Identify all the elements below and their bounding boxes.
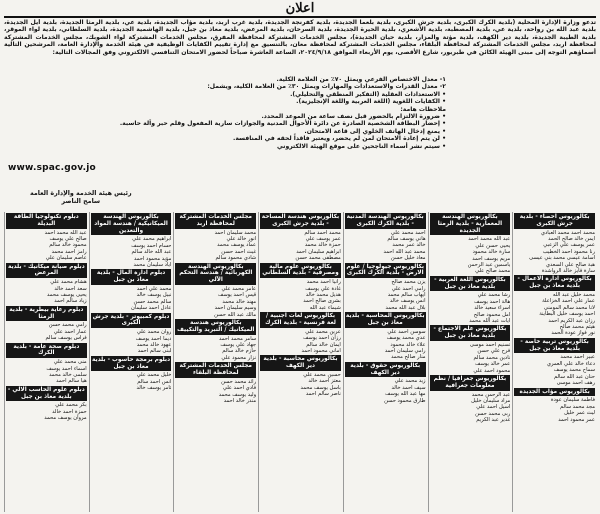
candidate-name: محمد احمد سالم xyxy=(304,229,341,236)
section-header: بكالوريوس الهندسة الميكانيكية / هندسة المواد والتعدين xyxy=(91,213,172,235)
candidate-name: عمر محمود احمد xyxy=(558,416,595,423)
candidate-name: اسيل احمد علي xyxy=(476,404,511,411)
candidate-name: رشا محمد علي xyxy=(477,292,511,299)
candidate-name: سالم محمد حسن xyxy=(133,298,172,305)
candidate-name: معاذ خليل حسن xyxy=(390,255,426,262)
section-header: بكالوريوس هندسة الميكانيك / التبريد والتكييف xyxy=(177,320,255,333)
section-header: بكالوريوس الهندسة الكهربائية / هندسة التحكم الآلي xyxy=(175,263,256,285)
candidate-name: يحيى يوسف محمد xyxy=(47,292,87,299)
requirement-line: • الاستعدادات العقلية (التفكير المنطقي والتحليلي). xyxy=(290,90,446,98)
candidate-name: رامز احمد محمد xyxy=(51,248,87,255)
candidate-column xyxy=(512,212,596,512)
candidate-name: عاصم سليمان علي xyxy=(45,255,87,262)
candidate-name: مها عبد الله يوسف xyxy=(385,391,426,398)
section-header: مجلس الخدمات المشتركة لمحافظة البلقاء xyxy=(175,362,256,378)
candidate-name: عمر يوسف علي الزعبي xyxy=(543,242,595,249)
candidate-list xyxy=(345,279,426,311)
candidate-name: محمد صالح علي xyxy=(475,268,511,275)
candidate-list xyxy=(260,329,341,355)
candidate-list xyxy=(6,402,87,421)
section-header: دبلوم علوم الحاسب الالي - بلدية معاذ بن جبل xyxy=(7,386,85,400)
candidate-name: فرح علي حسن xyxy=(477,348,511,355)
candidate-name: ابراهيم سليمان احمد xyxy=(296,248,341,255)
candidate-name: فادي احمد علي xyxy=(222,385,257,392)
candidate-name: عماد يوسف محمد xyxy=(217,242,257,249)
requirement-line: ملاحظات هامة: xyxy=(400,105,446,113)
candidate-name: وسيم سليمان احمد xyxy=(214,305,257,312)
candidate-name: ياسمين عبد الرحمن xyxy=(467,262,511,269)
candidate-name: لبنى سالم احمد xyxy=(137,348,172,355)
signature-title: رئيس هيئة الخدمة والإدارة العامة xyxy=(30,190,132,197)
candidate-name: بلال عبد الله محمد xyxy=(385,304,426,311)
candidate-name: احمد يوسف خليل البطاينة xyxy=(539,311,595,318)
candidate-name: اسامة عيسى محمد بني عيسى xyxy=(529,255,595,262)
candidate-name: حسام احمد يوسف xyxy=(131,242,172,249)
candidate-name: حسين محمد علي xyxy=(303,372,341,379)
candidate-name: نادين محمد سالم xyxy=(473,354,511,361)
candidate-name: مروان يوسف محمد xyxy=(44,415,87,422)
candidate-name: مجد محمد سالم xyxy=(560,403,595,410)
requirement-line: • سيتم نشر أسماء الناجحين على موقع الهيئة الالكتروني xyxy=(277,142,446,150)
candidate-column xyxy=(428,212,512,512)
candidate-name: منار صالح محمد xyxy=(391,354,426,361)
section-header: بكالوريوس الهندسة المدنية - بلدية الكرك الكبرى xyxy=(346,214,424,227)
candidate-name: رامي محمد حسن xyxy=(48,322,87,329)
candidate-name: شادي محمود سالم xyxy=(215,255,257,262)
section-header: بكالوريوس احصاء - بلدية جرش الكبرى xyxy=(514,213,595,229)
candidate-name: عمر يوسف علي xyxy=(305,236,341,242)
candidate-name: مالك عبد الله حسن xyxy=(214,311,257,318)
candidate-name: عبير احمد محمد xyxy=(560,354,595,361)
candidate-name: سعد احمد خالد xyxy=(54,285,87,292)
candidate-name: نزار محمود علي xyxy=(221,354,257,361)
candidate-name: لانا محمد سالم المومني xyxy=(543,304,595,311)
candidate-list xyxy=(91,329,172,355)
section-header: بكالوريوس علوم مالية ومصرفية - بلدية السلطاني xyxy=(260,263,341,279)
candidate-name: سوسن احمد علي xyxy=(387,328,426,335)
requirement-line: • لن يتم إعادة الامتحان لمن لم يحضر، ويعتبر فاقداً لحقه في المنافسة. xyxy=(233,135,446,143)
candidate-name: خالد عمر محمد xyxy=(392,242,426,249)
candidate-name: اسماء احمد يوسف xyxy=(46,365,87,372)
section-header: بكالوريوس محاسبة - بلدية دير الكهف xyxy=(260,355,341,371)
candidate-list xyxy=(91,286,172,312)
section-header: دبلوم تكنولوجيا الطاقة البديلة xyxy=(6,213,87,229)
candidate-name: انس يوسف خالد xyxy=(389,298,426,305)
candidate-column xyxy=(343,212,427,512)
section-header: دبلوم ادارة المال - بلدية معاذ بن جبل xyxy=(91,269,172,285)
candidate-name: محمد علي احمد xyxy=(136,286,172,293)
section-header: بكالوريوس الهندسة المعمارية - بلدية الرمثا الجديدة xyxy=(430,213,511,235)
section-header: بكالوريوس ادارة الاعمال - بلدية معاذ بن جبل xyxy=(514,275,595,291)
candidate-name: محمود احمد علي xyxy=(473,367,511,374)
candidate-name: زيد محمد علي xyxy=(394,378,426,385)
candidate-name: ربى محمد حسن xyxy=(475,410,511,417)
section-header: دبلوم صيانة ميكانيك - بلدية المرعض xyxy=(7,263,85,277)
candidate-name: اماني محمود احمد xyxy=(301,348,341,355)
candidate-name: حنان عبد الله سالم xyxy=(554,373,595,380)
candidate-name: محمد احمد محمد العبادي xyxy=(540,229,595,236)
candidate-name: مصطفى محمد حسن xyxy=(295,255,341,262)
candidate-name: منى محمد علي xyxy=(53,359,87,366)
candidate-name: خليل محمد علي xyxy=(136,372,172,379)
candidate-name: اسراء سعيد خالد xyxy=(474,305,511,312)
candidate-list xyxy=(430,342,511,374)
candidate-name: هيا سالم احمد xyxy=(56,378,87,385)
candidate-list xyxy=(6,279,87,305)
candidate-list xyxy=(514,292,595,337)
candidate-name: باسل يوسف محمد xyxy=(300,384,341,391)
section-header: بكالوريوس تربية خاصة - بلدية معاذ بن جبل xyxy=(514,338,595,354)
candidate-name: معتز احمد خالد xyxy=(308,378,341,385)
candidate-name: فاطمة سليمان عودة xyxy=(550,397,595,404)
candidate-list xyxy=(345,378,426,404)
candidate-name: غدير عبد الكريم xyxy=(476,417,511,424)
candidate-name: محمود خالد سالم xyxy=(49,242,87,249)
candidate-name: حمزة احمد خالد xyxy=(52,408,87,415)
candidate-name: علاء خالد محمود xyxy=(390,341,426,348)
candidate-name: عمار علي احمد الخزاعلة xyxy=(542,298,595,305)
candidate-name: ايات عبد الله محمد xyxy=(469,318,511,325)
requirement-line: • يمنع إدخال الهاتف الخلوي إلى قاعة الامتحان. xyxy=(304,127,446,135)
candidate-name: حمزة خالد محمد xyxy=(304,242,341,249)
candidate-name: رزان احمد يوسف xyxy=(303,335,341,342)
candidate-name: محمد خليل عبد الله xyxy=(552,292,595,299)
candidate-list xyxy=(175,379,256,405)
candidate-name: عدي محمد يوسف xyxy=(386,335,426,342)
candidates-grid xyxy=(4,212,596,512)
section-header: دبلوم رعاية بيطرية - بلدية الرمثا xyxy=(6,306,87,322)
candidate-list xyxy=(91,236,172,268)
candidate-name: قيس احمد يوسف xyxy=(217,292,257,299)
requirement-line: ٢- معدل القدرات والاستعدادات والمهارات ويمثل ٣٠٪ من العلامة الكلية، ويشمل: xyxy=(207,83,446,91)
section-header: بكالوريوس المحاسبة - بلدية معاذ بن جبل xyxy=(345,313,425,327)
section-header: بكالوريوس اللغة العربية - بلدية معاذ بن جبل xyxy=(430,276,511,292)
candidate-name: سارة فايز خالد الرواشدة xyxy=(541,268,595,275)
candidate-list xyxy=(345,329,426,361)
candidate-list xyxy=(260,372,341,398)
title-bar xyxy=(4,0,596,18)
candidate-name: رانيا احمد محمد xyxy=(306,279,341,286)
candidate-list xyxy=(514,230,595,275)
candidate-name: عبد الله خالد سالم xyxy=(131,249,172,256)
candidate-list xyxy=(6,322,87,341)
section-header: دبلوم كمبيوتر - بلدية جرش الكبرى xyxy=(91,313,172,329)
candidate-name: رهف احمد موسى xyxy=(556,380,595,387)
candidate-name: صالح علي يوسف xyxy=(49,236,87,242)
section-header: دبلوم برمجة حاسوب - بلدية معاذ بن جبل xyxy=(92,356,171,370)
candidate-list xyxy=(260,230,341,262)
candidate-list xyxy=(514,397,595,423)
candidate-list xyxy=(430,236,511,274)
candidate-name: رامي احمد علي xyxy=(391,285,426,292)
candidate-name: احمد محمد علي xyxy=(390,229,426,236)
candidate-name: ناصر سالم احمد xyxy=(305,391,341,398)
candidate-name: مؤيد محمود احمد xyxy=(133,255,172,262)
section-header: بكالوريوس لغات اجنبية / لغة فرنسية - بلدية الكرك xyxy=(260,312,341,328)
candidate-name: عبد الرحمن محمد xyxy=(471,391,511,398)
candidate-name: بكر محمد علي xyxy=(55,402,87,409)
candidate-name: طارق محمود حسن xyxy=(384,397,426,404)
candidate-name: ايمان خالد سالم xyxy=(306,341,341,348)
candidate-name: عمار احمد علي xyxy=(53,328,87,335)
candidate-name: دعاء خالد علي العمري xyxy=(546,360,595,367)
candidate-name: هاني يوسف سالم xyxy=(387,236,426,242)
candidate-list xyxy=(430,392,511,424)
candidate-name: عرين محمد علي xyxy=(305,328,341,335)
candidate-name: هالة احمد يوسف xyxy=(474,298,511,305)
candidate-name: يحيى حسن علي xyxy=(475,242,511,249)
candidate-name: محمد سليمان احمد xyxy=(214,229,257,236)
candidate-name: وليد يوسف محمد xyxy=(218,391,257,398)
candidate-name: هيثم محمد صالح xyxy=(559,324,595,331)
candidate-name: سيف احمد خالد xyxy=(391,384,426,391)
candidate-name: نبيل يوسف خالد xyxy=(136,292,172,299)
candidate-name: انور خالد علي xyxy=(226,236,257,242)
candidate-name: ثامر يوسف خالد xyxy=(136,385,172,392)
candidate-list xyxy=(175,336,256,362)
candidate-name: ديما احمد يوسف xyxy=(135,335,172,342)
requirement-line: • إحضار البطاقة الشخصية الصادرة عن دائرة الأحوال المدنية والجوازات سارية المفعول وقلم حبر واَلة حاسبة. xyxy=(119,120,446,128)
candidate-name: سارة خالد محمود xyxy=(472,249,511,256)
candidate-name: امل محمود صالح xyxy=(473,311,511,318)
section-header: بكالوريوس جغرافيا / نظم معلومات جغرافية xyxy=(430,375,511,391)
candidate-column xyxy=(4,212,88,512)
candidate-column xyxy=(258,212,342,512)
section-header: بكالوريوس حقوق - بلدية دير الكهف xyxy=(345,362,426,378)
requirement-line: • الكفايات اللغوية (اللغة العربية واللغة الإنجليزية). xyxy=(296,98,446,106)
candidate-name: هشام محمد علي xyxy=(50,279,87,286)
candidate-name: هبة صالح علي السعدي xyxy=(545,261,595,268)
candidate-name: ليث عمر خليل xyxy=(564,410,595,417)
candidate-name: عبد الله محمد احمد xyxy=(468,236,511,243)
requirement-line: ١- معدل الاختصاص الفرعي ويمثل ٧٠٪ من العلامة الكلية. xyxy=(276,76,446,83)
requirement-line: • ضرورة الالتزام بالحضور قبل نصف ساعة من الموعد المحدد. xyxy=(261,113,446,121)
website-url: www.spac.gov.jo xyxy=(8,163,96,173)
candidate-name: عادل احمد سليمان xyxy=(130,305,172,312)
candidate-name: غيث احمد حسن xyxy=(221,248,257,255)
candidate-name: سماح محمد يوسف xyxy=(553,367,595,374)
candidate-name: محمد عبد الله احمد xyxy=(383,248,426,255)
section-header: مجلس الخدمات المشتركة لمحافظة اربد xyxy=(175,213,256,229)
candidate-name: ابراهيم محمد علي xyxy=(132,236,172,243)
candidate-list xyxy=(91,372,172,391)
candidate-list xyxy=(514,354,595,386)
exam-requirements xyxy=(4,76,446,166)
candidate-name: عامر محمد علي xyxy=(221,286,257,293)
section-header: بكالوريوس مؤاب الجديدة xyxy=(514,388,595,397)
candidate-name: روان محمد علي xyxy=(136,329,172,336)
candidate-name: بشرى صالح احمد xyxy=(303,298,341,305)
candidate-name: فراس يوسف سالم xyxy=(45,335,87,342)
candidate-name: يزن محمد صالح xyxy=(391,279,426,286)
candidate-name: ايمن خالد صالح الحمد xyxy=(548,236,595,242)
candidate-column xyxy=(89,212,173,512)
candidate-name: سامر محمد احمد xyxy=(219,335,257,342)
candidate-name: عهود خالد محمد xyxy=(136,342,172,349)
candidate-name: منذر خالد احمد xyxy=(223,398,257,405)
signature-name: سامح الناصر xyxy=(61,198,101,205)
announcement-title: اعلان xyxy=(285,0,315,16)
candidate-name: عمر خالد يوسف xyxy=(475,361,511,368)
candidate-name: هديل محمد خالد xyxy=(305,292,341,299)
candidate-name: تسنيم احمد موسى xyxy=(469,342,511,349)
section-header: دبلوم صحة عامة - بلدية الكرك xyxy=(6,343,87,359)
signature-block xyxy=(30,190,132,206)
candidate-name: غادة علي يوسف xyxy=(305,285,341,292)
candidate-name: ايهاب سالم محمد xyxy=(387,292,426,299)
candidate-name: انس احمد سالم xyxy=(137,378,172,385)
candidate-name: مريم يوسف احمد xyxy=(472,255,511,262)
section-header: بكالوريوس علم الاجتماع - بلدية معاذ بن جبل xyxy=(430,325,511,341)
candidate-list xyxy=(430,292,511,324)
candidate-name: مهند خالد محمد xyxy=(222,298,257,305)
candidate-list xyxy=(260,279,341,311)
candidate-list xyxy=(345,230,426,262)
announcement-intro: تدعو وزارة الإدارة المحلية (بلدية الكرك الكبرى، بلدية جرش الكبرى، بلدية بلعما الجديدة، بلدية كفرنجة الجديدة، بلدية غرب اربد، بلدية مؤاب الجديدة، بلدية عي، بلدية الرمثا الجديدة، بلدية أيل الجديدة، بلدية عبد الله بن رواحة، بلدية عي، بلدية المصطبة، بلدية الأشعري، بلدية الحيرة الجديدة، بلدية السرحان، بلدية المرعض، بلدية معاذ بن جبل، بلدية الهاشمية الجديدة، بلدية السلطاني، بلدية لواء الموقر، بلدية الطيبة الجديدة، بلدية دير الكهف، بلدية مؤتة والمزار، بلدية حيان الجديدة)، مجلس الخدمات المشتركة لمحافظة المفرق، مجلس الخدمات المشتركة لواء الشوبك، مجلس الخدمات المشتركة لمحافظة اربد، مجلس الخدمات المشتركة لمحافظة البلقاء، مجلس الخدمات المشتركة لمحافظة معان، بالتنسيق مع إدارة تقييم الكفايات الوظيفية في هيئة الخدمة والإدارة العامة، المرشحين التالية أسماؤهم التوجه إلى مبنى الهيئة الكائن في طبربور، شارع الأقصى، يوم الأربعاء الموافق ٢٠٢٤/٩/١٨، الساعة العاشرة صباحاً لحضور الامتحان التنافسي الالكتروني وفق المجالات التالية: xyxy=(4,19,596,56)
candidate-name: شيماء عبد الله xyxy=(309,304,341,311)
candidate-name: عبد الله محمد احمد xyxy=(44,229,87,236)
candidate-name: رائد محمد حسن xyxy=(221,378,257,385)
section-header: بكالوريوس هندسة المساحة - بلدية جرش الكبرى xyxy=(261,214,340,227)
candidate-name: حازم خالد سالم xyxy=(222,348,257,355)
candidate-name: اياد سليمان محمد xyxy=(133,262,172,269)
section-header: بكالوريوس جيولوجيا / علوم الارض - بلدية الكرك الكبرى xyxy=(346,263,425,277)
candidate-list xyxy=(175,230,256,262)
candidate-name: مراد سليمان خليل xyxy=(471,398,511,405)
candidate-name: رزان عبد الكريم احمد xyxy=(548,317,595,324)
candidate-name: جهاد علي يوسف xyxy=(220,342,257,349)
candidate-name: رامي سليمان احمد xyxy=(384,348,426,355)
candidate-list xyxy=(6,230,87,262)
candidate-name: رنا محمود احمد الخطيب xyxy=(542,248,595,255)
candidate-name: زياد سالم احمد xyxy=(54,298,87,305)
candidate-list xyxy=(6,359,87,385)
candidate-name: نور فواز عودة الحمد xyxy=(551,330,595,337)
candidate-list xyxy=(175,286,256,318)
candidate-name: سلمى خالد محمد xyxy=(49,372,87,379)
candidate-column xyxy=(173,212,257,512)
